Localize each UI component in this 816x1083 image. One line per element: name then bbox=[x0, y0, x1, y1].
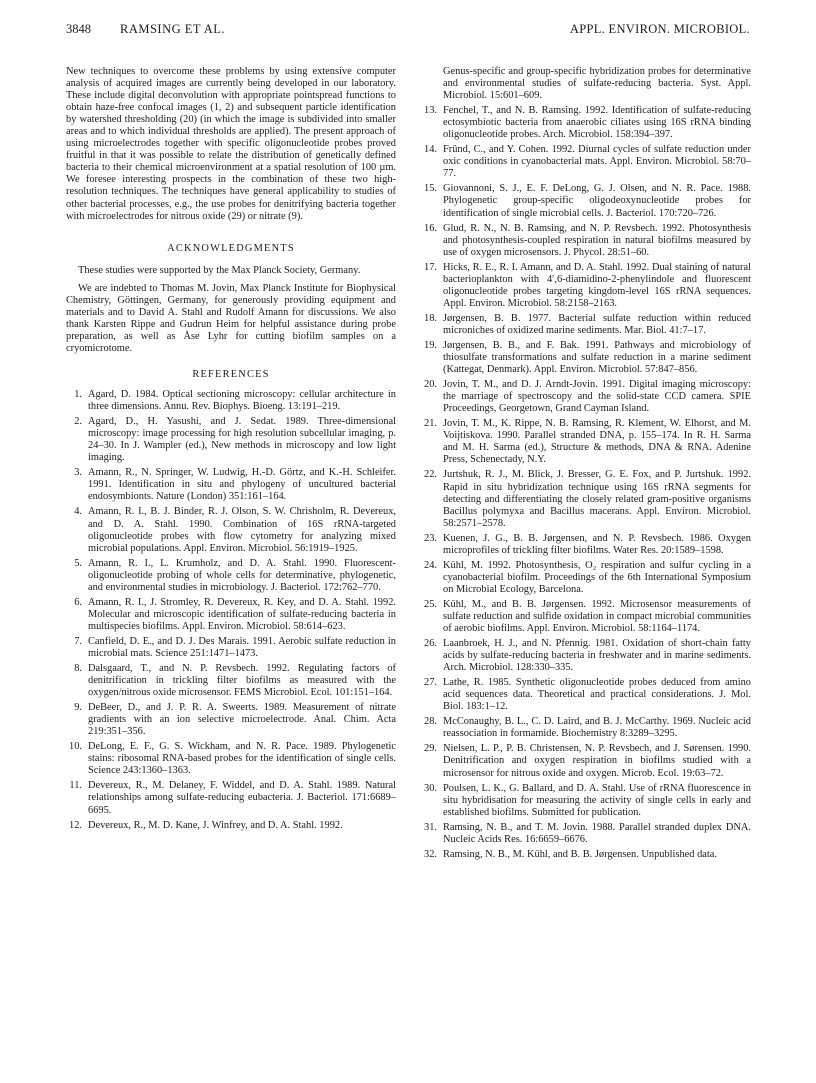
reference-number: 25. bbox=[424, 598, 437, 610]
left-column bbox=[66, 66, 396, 835]
reference-number: 8. bbox=[74, 663, 82, 675]
reference-number: 28. bbox=[424, 716, 437, 728]
reference-text: Amann, R. I., B. J. Binder, R. J. Olson, S. W. Chrisholm, R. Devereux, and D. A. Stahl. 1990. Combination of 16S rRNA-targeted oligonucleotide probes with flow cytometry for analyzing mixed microbial populations. Appl. Environ. Microbiol. 56:1919–1925. bbox=[88, 506, 396, 554]
reference-text: Giovannoni, S. J., E. F. DeLong, G. J. Olsen, and N. R. Pace. 1988. Phylogenetic group-specific oligodeoxynucleotide probes for identification of single microbial cells. J. Bacteriol. 170:720–726. bbox=[443, 183, 751, 219]
page-number: 3848 bbox=[66, 22, 91, 36]
reference-number: 5. bbox=[74, 557, 82, 569]
acknowledgments-heading: ACKNOWLEDGMENTS bbox=[167, 242, 295, 254]
reference-number: 12. bbox=[69, 819, 82, 831]
reference-item bbox=[421, 105, 751, 141]
right-column bbox=[421, 66, 751, 864]
page-header bbox=[66, 22, 750, 40]
reference-text: Jørgensen, B. B. 1977. Bacterial sulfate reduction within reduced microniches of oxidized marine sediments. Mar. Biol. 41:7–17. bbox=[443, 312, 751, 336]
reference-number: 19. bbox=[424, 339, 437, 351]
acknowledgments-section bbox=[66, 243, 396, 355]
reference-text: Amann, R. I., L. Krumholz, and D. A. Stahl. 1990. Fluorescent-oligonucleotide probing of whole cells for determinative, phylogenetic, and environmental studies in microbiology. J. Bacteriol. 172:762–770. bbox=[88, 557, 396, 593]
reference-number: 6. bbox=[74, 596, 82, 608]
reference-text: Poulsen, L. K., G. Ballard, and D. A. Stahl. Use of rRNA fluorescence in situ hybridisation for measuring the activity of single cells in early and established biofilms. Submitted for publication. bbox=[443, 782, 751, 818]
reference-item bbox=[66, 597, 396, 633]
reference-item bbox=[66, 467, 396, 503]
reference-text: Jurtshuk, R. J., M. Blick, J. Bresser, G. E. Fox, and P. Jurtshuk. 1992. Rapid in situ hybridization technique using 16S rRNA segments for detecting and differentiating the closely related gram-positive organisms Bacillus polymyxa and Bacillus macerans. Appl. Environ. Microbiol. 58:2571–2578. bbox=[443, 469, 751, 529]
reference-item bbox=[421, 560, 751, 596]
reference-number: 23. bbox=[424, 532, 437, 544]
reference-number: 7. bbox=[74, 635, 82, 647]
reference-item bbox=[66, 702, 396, 738]
reference-number: 32. bbox=[424, 848, 437, 860]
reference-item bbox=[421, 638, 751, 674]
references-heading: REFERENCES bbox=[192, 368, 270, 380]
reference-text: Jørgensen, B. B., and F. Bak. 1991. Pathways and microbiology of thiosulfate transformations and sulfate reduction in a marine sediment (Kattegat, Denmark). Appl. Environ. Microbiol. 57:847–856. bbox=[443, 339, 751, 376]
reference-number: 1. bbox=[74, 389, 82, 401]
reference-number: 16. bbox=[424, 222, 437, 234]
reference-item bbox=[66, 741, 396, 777]
reference-text: Ramsing, N. B., M. Kühl, and B. B. Jørgensen. Unpublished data. bbox=[443, 848, 717, 860]
reference-number: 31. bbox=[424, 821, 437, 833]
reference-text: Amann, R., N. Springer, W. Ludwig, H.-D. Görtz, and K.-H. Schleifer. 1991. Identification in situ and phylogeny of uncultured bacterial endosymbionts. Nature (London) 351:161–164. bbox=[88, 467, 396, 503]
reference-number: 9. bbox=[74, 702, 82, 714]
reference-item bbox=[421, 599, 751, 635]
reference-number: 2. bbox=[74, 416, 82, 428]
reference-text: Nielsen, L. P., P. B. Christensen, N. P. Revsbech, and J. Sørensen. 1990. Denitrification and oxygen respiration in biofilms studied with a microsensor for nitrous oxide and oxygen. Microb. Ecol. 19:63–72. bbox=[443, 743, 751, 779]
reference-text: Canfield, D. E., and D. J. Des Marais. 1991. Aerobic sulfate reduction in microbial mats. Science 251:1471–1473. bbox=[88, 635, 396, 659]
reference-item bbox=[421, 716, 751, 740]
reference-number: 20. bbox=[424, 379, 437, 391]
reference-item bbox=[421, 469, 751, 529]
reference-item bbox=[421, 262, 751, 310]
reference-item bbox=[421, 849, 751, 861]
reference-text: Kühl, M., and B. B. Jørgensen. 1992. Microsensor measurements of sulfate reduction and sulfide oxidation in compact microbial communities of aerobic biofilms. Appl. Environ. Microbiol. 58:1164–1174. bbox=[443, 598, 751, 635]
reference-text: Kuenen, J. G., B. B. Jørgensen, and N. P. Revsbech. 1986. Oxygen microprofiles of trickling filter biofilms. Water Res. 20:1589–1598. bbox=[443, 532, 751, 556]
reference-number: 11. bbox=[69, 780, 82, 792]
reference-number: 4. bbox=[74, 506, 82, 518]
reference-number: 10. bbox=[69, 741, 82, 753]
reference-item bbox=[421, 379, 751, 415]
acknowledgment-paragraph: These studies were supported by the Max Planck Society, Germany. bbox=[78, 264, 361, 276]
reference-item bbox=[421, 533, 751, 557]
reference-item bbox=[66, 663, 396, 699]
reference-number: 17. bbox=[424, 261, 437, 273]
reference-item bbox=[66, 636, 396, 660]
reference-number: 18. bbox=[424, 312, 437, 324]
reference-continuation bbox=[421, 66, 751, 102]
reference-text: Kühl, M. 1992. Photosynthesis, O₂ respiration and sulfur cycling in a cyanobacterial biofilm. Proceedings of the 6th International Symposium on Microbial Ecology, Barcelona. bbox=[443, 559, 751, 595]
reference-number: 13. bbox=[424, 105, 437, 117]
reference-item bbox=[421, 144, 751, 180]
reference-item bbox=[421, 223, 751, 259]
reference-text: Jovin, T. M., and D. J. Arndt-Jovin. 1991. Digital imaging microscopy: the marriage of spectroscopy and the solid-state CCD camera. SPIE Proceedings, Georgetown, Grand Cayman Island. bbox=[443, 379, 751, 415]
reference-item bbox=[66, 820, 396, 832]
reference-number: 22. bbox=[424, 469, 437, 481]
reference-text: Fenchel, T., and N. B. Ramsing. 1992. Identification of sulfate-reducing ectosymbiotic bacteria from anaerobic ciliates using 16S rRNA binding oligonucleotide probes. Arch. Microbiol. 158:394–397. bbox=[443, 105, 751, 141]
reference-number: 14. bbox=[424, 144, 437, 156]
references-list-left bbox=[66, 389, 396, 832]
reference-text: Jovin, T. M., K. Rippe, N. B. Ramsing, R. Klement, W. Elhorst, and M. Voijtiskova. 1990. Parallel stranded DNA, p. 155–174. In R. H. Sarma and M. H. Sarma (ed.), Structure & methods, DNA & RNA. Adenine Press, Schenectady, N.Y. bbox=[443, 418, 751, 466]
reference-item bbox=[66, 506, 396, 554]
acknowledgment-paragraph: We are indebted to Thomas M. Jovin, Max Planck Institute for Biophysical Chemistry, Göttingen, Germany, for generously providing equipment and materials and to David A. Stahl and Rudolf Amann for discussions. We also thank Karsten Rippe and Gudrun Heim for helpful assistance during probe preparation, as well as Åse Lyhr for cutting biofilm samples on a cryomicrotome. bbox=[66, 282, 396, 354]
reference-text: Agard, D. 1984. Optical sectioning microscopy: cellular architecture in three dimensions. Annu. Rev. Biophys. Bioeng. 13:191–219. bbox=[88, 389, 396, 413]
reference-item bbox=[421, 822, 751, 846]
running-authors: RAMSING ET AL. bbox=[120, 22, 226, 36]
reference-text: Agard, D., H. Yasushi, and J. Sedat. 1989. Three-dimensional microscopy: image processing for high resolution subcellular imaging, p. 24–30. In J. Wampler (ed.), New methods in microscopy and low light imaging. bbox=[88, 416, 396, 464]
reference-text: DeLong, E. F., G. S. Wickham, and N. R. Pace. 1989. Phylogenetic stains: ribosomal RNA-based probes for the identification of single cells. Science 243:1360–1363. bbox=[88, 741, 396, 777]
reference-item bbox=[421, 340, 751, 376]
reference-text: Hicks, R. E., R. I. Amann, and D. A. Stahl. 1992. Dual staining of natural bacterioplankton with 4′,6-diamidino-2-phenylindole and fluorescent oligonucleotide probes targeting kingdom-level 16S rRNA sequences. Appl. Environ. Microbiol. 58:2158–2163. bbox=[443, 261, 751, 309]
reference-number: 21. bbox=[424, 418, 437, 430]
reference-number: 29. bbox=[424, 743, 437, 755]
reference-text: Devereux, R., M. Delaney, F. Widdel, and D. A. Stahl. 1989. Natural relationships among sulfate-reducing eubacteria. J. Bacteriol. 171:6689–6695. bbox=[88, 780, 396, 816]
reference-text: DeBeer, D., and J. P. R. A. Sweerts. 1989. Measurement of nitrate gradients with an ion selective microelectrode. Anal. Chim. Acta 219:351–356. bbox=[88, 702, 396, 738]
reference-text: McConaughy, B. L., C. D. Laird, and B. J. McCarthy. 1969. Nucleic acid reassociation in formamide. Biochemistry 8:3289–3295. bbox=[443, 716, 751, 740]
reference-item bbox=[421, 783, 751, 819]
reference-text: Laanbroek, H. J., and N. Pfennig. 1981. Oxidation of short-chain fatty acids by sulfate-reducing bacteria in freshwater and in marine sediments. Arch. Microbiol. 128:330–335. bbox=[443, 638, 751, 674]
reference-text: Lathe, R. 1985. Synthetic oligonucleotide probes deduced from amino acid sequences data. Theoretical and practical considerations. J. Mol. Biol. 183:1–12. bbox=[443, 677, 751, 713]
reference-text: Ramsing, N. B., and T. M. Jovin. 1988. Parallel stranded duplex DNA. Nucleic Acids Res. 16:6659–6676. bbox=[443, 821, 751, 845]
reference-item bbox=[421, 418, 751, 466]
reference-number: 27. bbox=[424, 677, 437, 689]
body-paragraph: New techniques to overcome these problems by using extensive computer analysis of acquired images are currently being developed in our laboratory. These include digital deconvolution with appropriate pointspread functions to obtain haze-free confocal images (1, 2) and subsequent particle identification by watershed thresholding (20) (in which the image is subdivided into smaller areas and to which individual thresholds are applied). The present approach of using microelectrodes together with specific oligonucleotide probes proved fruitful in that it was possible to relate the distribution of genetically defined bacteria to their chemical microenvironment at a spatial resolution of 100 µm. We foresee interesting prospects in the combination of these two high-resolution techniques. The techniques have general applicability to studies of other bacterial processes, e.g., the use probes for denitrifying bacteria together with microelectrodes for nitrous oxide (29) or nitrate (9). bbox=[66, 66, 396, 222]
reference-item bbox=[66, 780, 396, 816]
references-list-right bbox=[421, 105, 751, 861]
reference-text: Glud, R. N., N. B. Ramsing, and N. P. Revsbech. 1992. Photosynthesis and photosynthesis-coupled respiration in natural biofilms measured by use of oxygen microsensors. J. Phycol. 28:51–60. bbox=[443, 222, 751, 258]
reference-number: 3. bbox=[74, 467, 82, 479]
reference-text: Devereux, R., M. D. Kane, J. Winfrey, and D. A. Stahl. 1992. bbox=[88, 819, 343, 831]
reference-text: Dalsgaard, T., and N. P. Revsbech. 1992. Regulating factors of denitrification in trickling filter biofilms as measured with the oxygen/nitrous oxide microsensor. FEMS Microbiol. Ecol. 101:151–164. bbox=[88, 663, 396, 699]
reference-text: Amann, R. I., J. Stromley, R. Devereux, R. Key, and D. A. Stahl. 1992. Molecular and microscopic identification of sulfate-reducing bacteria in multispecies biofilms. Appl. Environ. Microbiol. 58:614–623. bbox=[88, 596, 396, 632]
journal-name: APPL. ENVIRON. MICROBIOL. bbox=[569, 22, 750, 36]
reference-number: 30. bbox=[424, 782, 437, 794]
reference-item bbox=[421, 313, 751, 337]
reference-item bbox=[66, 558, 396, 594]
reference-number: 26. bbox=[424, 638, 437, 650]
reference-number: 24. bbox=[424, 559, 437, 571]
reference-text: Genus-specific and group-specific hybridization probes for determinative and environmental studies of sulfate-reducing bacteria. Syst. Appl. Microbiol. 15:601–609. bbox=[443, 66, 751, 102]
reference-text: Fründ, C., and Y. Cohen. 1992. Diurnal cycles of sulfate reduction under oxic conditions in cyanobacterial mats. Appl. Environ. Microbiol. 58:70–77. bbox=[443, 144, 751, 180]
reference-item bbox=[66, 416, 396, 464]
reference-item bbox=[421, 183, 751, 219]
reference-item bbox=[421, 743, 751, 779]
reference-item bbox=[66, 389, 396, 413]
reference-number: 15. bbox=[424, 183, 437, 195]
reference-item bbox=[421, 677, 751, 713]
